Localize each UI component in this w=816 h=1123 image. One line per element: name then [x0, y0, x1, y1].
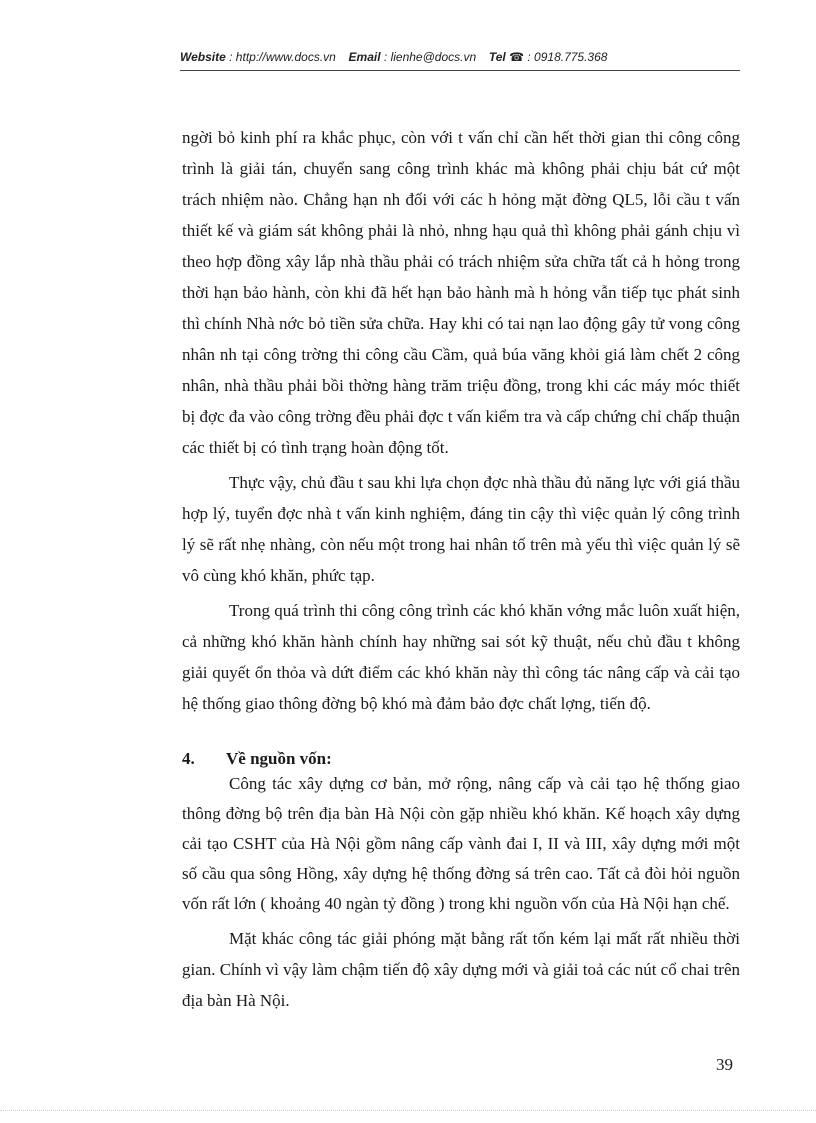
page-header [180, 50, 740, 64]
section-title: Về nguồn vốn: [226, 749, 332, 768]
paragraph-continuation: ngời bỏ kinh phí ra khắc phục, còn với t vấn chỉ cần hết thời gian thi công công trình là giải tán, chuyển sang công trình khác mà không phải chịu bát cứ một trách nhiệm nào. Chẳng hạn nh đối với các h hỏng mặt đờng QL5, lỗi cầu t vấn thiết kế và giám sát không phải là nhỏ, nhng hạu quả thì không phải gánh chịu vì theo hợp đồng xây lắp nhà thầu phải có trách nhiệm sửa chữa tất cả h hỏng trong thời hạn bảo hành, còn khi đã hết hạn bảo hành mà h hỏng vẫn tiếp tục phát sinh thì chính Nhà nớc bỏ tiền sửa chữa. Hay khi có tai nạn lao động gây tử vong công nhân nh tại công trờng thi công cầu Cầm, quả búa văng khỏi giá làm chết 2 công nhân, nhà thầu phải bồi thờng hàng trăm triệu đồng, trong khi các máy móc thiết bị đợc đa vào công trờng đều phải đợc t vấn kiểm tra và cấp chứng chỉ chấp thuận các thiết bị có tình trạng hoàn động tốt. [182, 128, 740, 457]
section-heading [182, 749, 740, 769]
email-value: : lienhe@docs.vn [383, 50, 477, 64]
document-body [182, 122, 740, 1016]
paragraph-funding: Công tác xây dựng cơ bản, mở rộng, nâng cấp và cải tạo hệ thống giao thông đờng bộ trên địa bàn Hà Nội còn gặp nhiều khó khăn. Kế hoạch xây dựng cải tạo CSHT của Hà Nội gồm nâng cấp vành đai I, II và III, xây dựng mới một số cầu qua sông Hồng, xây dựng hệ thống đờng sá trên cao. Tất cả đòi hỏi nguồn vốn rất lớn ( khoảng 40 ngàn tỷ đồng ) trong khi nguồn vốn của Hà Nội hạn chế. [182, 774, 740, 913]
paragraph-construction-difficulties: Trong quá trình thi công công trình các khó khăn vớng mắc luôn xuất hiện, cả những khó khăn hành chính hay những sai sót kỹ thuật, nếu chủ đầu t không giải quyết ổn thỏa và dứt điểm các khó khăn này thì công tác nâng cấp và cải tạo hệ thống giao thông đờng bộ khó mà đảm bảo đợc chất lợng, tiến độ. [182, 601, 740, 713]
page-number: 39 [716, 1055, 733, 1074]
paragraph-site-clearance: Mặt khác công tác giải phóng mặt bằng rất tốn kém lại mất rất nhiều thời gian. Chính vì vậy làm chậm tiến độ xây dựng mới và giải toả các nút cổ chai trên địa bàn Hà Nội. [182, 929, 740, 1010]
website-value: : http://www.docs.vn [229, 50, 336, 64]
paragraph-owner-selection: Thực vậy, chủ đầu t sau khi lựa chọn đợc nhà thầu đủ năng lực với giá thầu hợp lý, tuyển đợc nhà t vấn kinh nghiệm, đáng tin cậy thì việc quản lý công trình lý sẽ rất nhẹ nhàng, còn nếu một trong hai nhân tố trên mà yếu thì việc quản lý sẽ vô cùng khó khăn, phức tạp. [182, 473, 740, 585]
website-label: Website [180, 50, 226, 64]
header-divider [180, 70, 740, 71]
phone-icon: ☎ [509, 50, 525, 64]
section-number: 4. [182, 749, 195, 768]
footer-divider [0, 1110, 816, 1111]
email-label: Email [348, 50, 381, 64]
tel-label: Tel [488, 50, 506, 64]
tel-value: : 0918.775.368 [527, 50, 608, 64]
